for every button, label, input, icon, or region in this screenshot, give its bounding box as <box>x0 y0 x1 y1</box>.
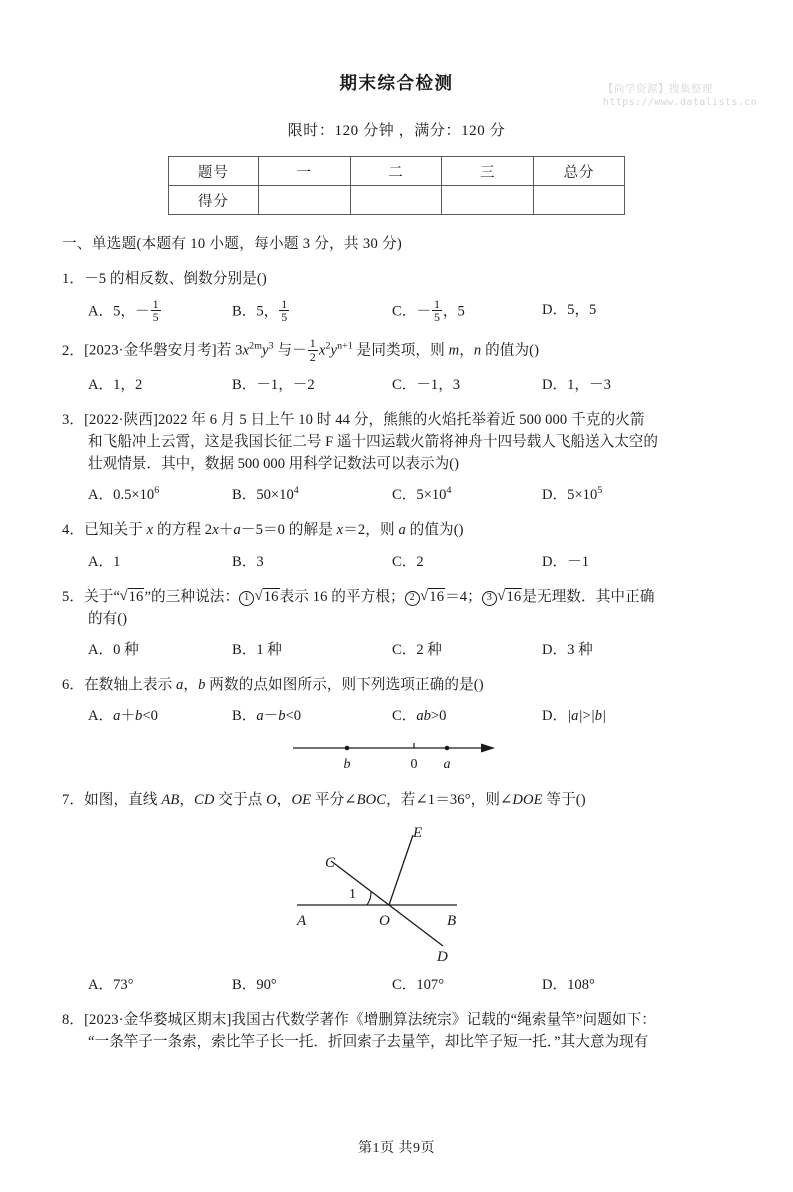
exponent: 5 <box>597 485 603 497</box>
exponent: 2 <box>325 341 331 353</box>
question-2-text-b: 与－ <box>273 342 307 359</box>
expr-part: b <box>135 708 143 725</box>
circled-number-2: 2 <box>405 591 420 606</box>
watermark-source-label: 【尚学资源】搜集整理 <box>602 83 713 95</box>
exponent: 4 <box>446 485 452 497</box>
question-3-stem <box>62 409 727 431</box>
question-7-text-a: 如图，直线 <box>84 791 162 808</box>
question-7-text-g: 等于( <box>542 791 581 808</box>
question-3-number: 3． <box>62 411 85 428</box>
question-6-number: 6． <box>62 677 85 694</box>
angle-boc: BOC <box>356 791 387 808</box>
question-5-line-2 <box>62 608 727 630</box>
label-D: D <box>436 948 448 965</box>
question-5-number: 5． <box>62 588 85 605</box>
table-cell-score-2[interactable] <box>350 186 442 215</box>
variable-b: b <box>198 677 206 694</box>
question-4-number: 4． <box>62 522 85 539</box>
angle-doe: DOE <box>512 791 543 808</box>
question-4-stem <box>62 519 727 541</box>
question-4-option-b[interactable]: B．3 <box>232 553 264 570</box>
question-7-option-c[interactable]: C．107° <box>392 976 445 993</box>
option-label: B． <box>232 303 257 320</box>
question-7-text-c: 交于点 <box>214 791 267 808</box>
page-number: 第1页 共9页 <box>358 1141 435 1156</box>
option-label: C． <box>392 487 417 504</box>
number-line-diagram <box>285 734 505 776</box>
question-6-text-a: 在数轴上表示 <box>84 677 177 694</box>
question-7-close-paren: ) <box>580 791 586 808</box>
option-text: 5×10 <box>416 487 447 504</box>
table-cell-row-label: 得分 <box>169 186 259 215</box>
exponent: 6 <box>154 485 160 497</box>
question-5-option-a[interactable]: A．0 种 <box>88 642 139 659</box>
question-6-options <box>62 705 727 727</box>
table-cell-section-1: 一 <box>258 157 350 186</box>
question-4-close-paren: ) <box>458 522 464 539</box>
question-2-text-a: [2023·金华磐安月考]若 3 <box>84 342 243 359</box>
question-5-options <box>62 639 727 661</box>
label-B: B <box>446 912 456 929</box>
question-1-number: 1． <box>62 271 85 288</box>
question-4-option-c[interactable]: C．2 <box>392 553 424 570</box>
question-8 <box>62 1009 727 1053</box>
question-2-stem <box>62 338 727 364</box>
question-2-option-a[interactable]: A．1，2 <box>88 376 143 393</box>
question-1 <box>62 268 727 325</box>
question-2-text-c: 是同类项，则 <box>352 342 449 359</box>
option-label: D． <box>542 302 568 319</box>
option-label: A． <box>88 487 114 504</box>
question-2-text-e: 的值为( <box>481 342 535 359</box>
table-cell-score-1[interactable] <box>258 186 350 215</box>
question-4-option-a[interactable]: A．1 <box>88 553 121 570</box>
variable-y: y <box>262 342 269 359</box>
variable-y: y <box>330 342 338 359</box>
question-content <box>62 233 727 1053</box>
expr-part: |a| <box>567 708 583 725</box>
table-cell-total: 总分 <box>534 157 625 186</box>
intersecting-lines-diagram <box>275 813 515 965</box>
watermark <box>603 82 757 110</box>
question-5 <box>62 586 727 662</box>
question-7-figure <box>62 813 727 965</box>
radical: √ 16 <box>255 586 279 608</box>
question-7-stem <box>62 789 727 811</box>
segment-ab: AB <box>161 791 180 808</box>
label-O: O <box>378 912 390 929</box>
question-1-stem <box>62 268 727 290</box>
question-2 <box>62 338 727 395</box>
variable-x: x <box>318 342 326 359</box>
score-table-wrapper <box>0 156 793 215</box>
question-5-option-c[interactable]: C．2 种 <box>392 642 442 659</box>
option-text: 0.5×10 <box>113 487 155 504</box>
radical: √ 16 <box>498 586 522 608</box>
question-3-option-c[interactable] <box>392 484 542 506</box>
option-label: B． <box>232 487 257 504</box>
operator: <0 <box>142 708 158 725</box>
page-title: 期末综合检测 <box>339 73 454 93</box>
exam-page <box>0 70 793 1192</box>
option-text: 5， <box>256 303 279 320</box>
table-cell-score-3[interactable] <box>442 186 534 215</box>
expr-part: |b| <box>590 708 607 725</box>
option-text: 5，－ <box>113 303 150 320</box>
operator: <0 <box>285 708 302 725</box>
question-8-stem <box>62 1009 727 1031</box>
table-row <box>169 157 625 186</box>
question-7-options <box>62 974 727 996</box>
option-label: B． <box>232 708 257 725</box>
question-8-line-2: “一条竿子一条索，索比竿子长一托．折回索子去量竿，却比竿子短一托．”其大意为现有 <box>88 1034 649 1051</box>
watermark-url: https://www.datalists.cn <box>602 97 757 109</box>
question-4-text-d: －5＝0 的解是 <box>240 522 337 539</box>
question-7-text-e: 平分∠ <box>311 791 357 808</box>
question-4-text-e: ＝2，则 <box>343 522 399 539</box>
table-cell-section-3: 三 <box>442 157 534 186</box>
question-6-figure <box>62 734 727 776</box>
question-2-option-b[interactable]: B．－1，－2 <box>232 376 315 393</box>
exponent: 3 <box>268 341 274 353</box>
question-7-text-f: ，若∠1＝36°，则∠ <box>386 791 513 808</box>
question-1-option-c[interactable] <box>392 296 542 325</box>
radical: √ 16 <box>421 586 445 608</box>
operator: >0 <box>430 708 447 725</box>
question-4-text-a: 已知关于 <box>84 522 147 539</box>
option-text: 5，5 <box>567 302 597 319</box>
table-cell-section-2: 二 <box>350 157 442 186</box>
variable-n: n <box>473 342 482 359</box>
question-4-text-b: 的方程 2 <box>153 522 213 539</box>
numline-label-b: b <box>343 756 350 772</box>
fraction: $\frac{1}{5}$ <box>281 296 288 325</box>
option-label: C． <box>392 708 417 725</box>
question-3-option-d[interactable] <box>542 484 602 506</box>
question-6-text-c: 两数的点如图所示，则下列选项正确的是( <box>205 677 479 694</box>
question-3-option-a[interactable] <box>88 484 232 506</box>
numline-label-0: 0 <box>410 756 417 772</box>
expr-part: ab <box>416 708 431 725</box>
variable-a: a <box>176 677 184 694</box>
question-2-option-c[interactable]: C．－1，3 <box>392 376 461 393</box>
question-5-text-a: 关于“ <box>84 588 121 605</box>
question-5-text-e: 是无理数．其中正确 <box>522 588 655 605</box>
label-angle-1: 1 <box>348 886 356 902</box>
question-2-options <box>62 374 727 396</box>
question-3-line-3 <box>62 453 727 475</box>
question-7-option-b[interactable]: B．90° <box>232 976 277 993</box>
question-2-close-paren: ) <box>534 342 540 359</box>
expr-part: a <box>113 708 121 725</box>
question-3 <box>62 409 727 507</box>
question-5-option-d[interactable]: D．3 种 <box>542 642 593 659</box>
question-6-option-b[interactable] <box>232 705 392 727</box>
question-7-number: 7． <box>62 791 85 808</box>
question-3-line-1: [2022·陕西]2022 年 6 月 5 日上午 10 时 44 分，熊熊的火焰托举着近 500 000 千克的火箭 <box>84 411 645 428</box>
operator: ＋ <box>120 708 136 725</box>
question-3-option-b[interactable] <box>232 484 392 506</box>
exponent: 2m <box>249 341 263 353</box>
fraction: $\frac{1}{2}$ <box>309 336 316 364</box>
question-6-option-c[interactable] <box>392 705 542 727</box>
question-5-text-d: ＝4； <box>445 588 482 605</box>
comma: ， <box>179 791 195 808</box>
question-4 <box>62 519 727 572</box>
option-text: 50×10 <box>256 487 294 504</box>
question-5-text-c: 表示 16 的平方根； <box>279 588 405 605</box>
variable-x: x <box>242 342 250 359</box>
expr-part: b <box>278 708 286 725</box>
question-1-text: －5 的相反数、倒数分别是( <box>84 271 262 288</box>
question-3-line-3-text: 壮观情景．其中，数据 500 000 用科学记数法可以表示为( <box>88 456 455 473</box>
option-text-post: ，5 <box>442 303 465 320</box>
numline-label-a: a <box>443 756 450 772</box>
section-heading-multiple-choice: 一、单选题(本题有 10 小题，每小题 3 分，共 30 分) <box>62 236 403 252</box>
circled-number-3: 3 <box>482 591 497 606</box>
question-5-stem <box>62 586 727 608</box>
question-1-close-paren: ) <box>261 271 267 288</box>
question-3-line-2: 和飞船冲上云霄，这是我国长征二号 F 遥十四运载火箭将神舟十四号载人飞船送入太空的 <box>88 433 658 450</box>
question-7 <box>62 789 727 996</box>
option-text: － <box>416 303 431 320</box>
variable-a: a <box>233 522 241 539</box>
plus-sign: ＋ <box>218 522 234 539</box>
fraction: $\frac{1}{5}$ <box>433 296 440 325</box>
option-label: D． <box>542 708 568 725</box>
question-4-text-f: 的值为( <box>405 522 459 539</box>
question-6-close-paren: ) <box>478 677 484 694</box>
table-cell-row-label: 题号 <box>169 157 259 186</box>
expr-part: a <box>256 708 264 725</box>
label-A: A <box>296 912 306 929</box>
question-7-option-a[interactable]: A．73° <box>88 976 134 993</box>
page-footer <box>0 1136 793 1158</box>
variable-x: x <box>146 522 154 539</box>
operator: － <box>263 708 279 725</box>
option-label: A． <box>88 708 114 725</box>
comma: ， <box>183 677 199 694</box>
question-6-option-d[interactable] <box>542 705 606 727</box>
question-6-option-a[interactable] <box>88 705 232 727</box>
question-5-close-paren: ) <box>122 610 127 627</box>
label-E: E <box>412 824 422 841</box>
point-o: O <box>266 791 277 808</box>
question-1-option-d[interactable] <box>542 299 596 325</box>
variable-a: a <box>398 522 406 539</box>
exam-time-and-score: 限时：120 分钟 ，满分：120 分 <box>287 123 506 139</box>
question-6-stem <box>62 674 727 696</box>
label-C: C <box>324 854 335 871</box>
score-table <box>168 156 625 215</box>
question-8-number: 8． <box>62 1012 85 1028</box>
exponent: n+1 <box>337 341 353 353</box>
option-text: 5×10 <box>567 487 598 504</box>
question-6 <box>62 674 727 775</box>
question-7-option-d[interactable]: D．108° <box>542 976 595 993</box>
question-5-option-b[interactable]: B．1 种 <box>232 642 282 659</box>
segment-cd: CD <box>194 791 215 808</box>
table-row <box>169 186 625 215</box>
question-5-line-2-text: 的有( <box>88 610 123 627</box>
variable-m: m <box>448 342 460 359</box>
question-1-options <box>62 296 727 325</box>
question-2-number: 2． <box>62 342 85 359</box>
option-label: A． <box>88 303 114 320</box>
option-label: D． <box>542 487 568 504</box>
radical: √ 16 <box>120 586 144 608</box>
option-label: C． <box>392 303 417 320</box>
question-4-options <box>62 551 727 573</box>
variable-x: x <box>212 522 219 539</box>
ray-oe: OE <box>291 791 312 808</box>
exponent: 4 <box>293 485 299 497</box>
question-5-text-b: ”的三种说法： <box>144 588 240 605</box>
table-cell-score-total[interactable] <box>534 186 625 215</box>
comma: ， <box>276 791 292 808</box>
question-4-option-d[interactable]: D．－1 <box>542 553 590 570</box>
comma: ， <box>459 342 474 359</box>
circled-number-1: 1 <box>239 591 254 606</box>
fraction: $\frac{1}{5}$ <box>152 296 159 325</box>
question-1-option-a[interactable] <box>88 296 232 325</box>
question-3-close-paren: ) <box>454 456 459 473</box>
question-3-options <box>62 484 727 506</box>
operator: > <box>582 708 591 725</box>
variable-x: x <box>336 522 344 539</box>
question-8-line-1: [2023·金华婺城区期末]我国古代数学著作《增删算法统宗》记载的“绳索量竿”问题如下： <box>84 1012 656 1028</box>
question-2-option-d[interactable]: D．1，－3 <box>542 376 611 393</box>
question-1-option-b[interactable] <box>232 296 392 325</box>
